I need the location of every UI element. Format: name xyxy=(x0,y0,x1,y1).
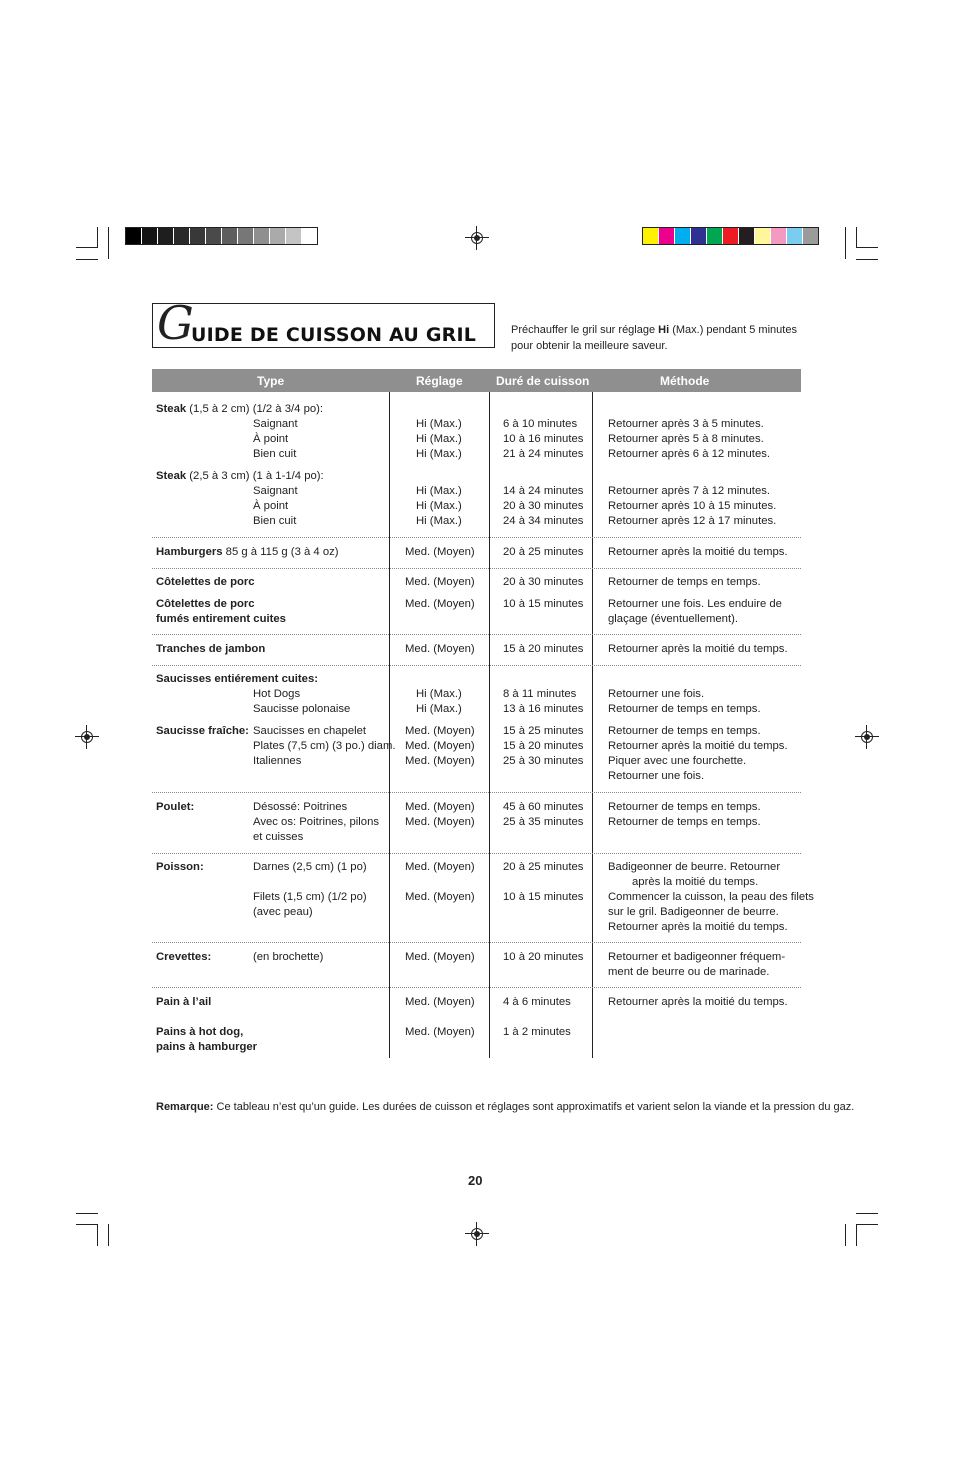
gray-swatch xyxy=(286,228,302,244)
color-swatch xyxy=(659,228,675,244)
gray-swatch xyxy=(206,228,222,244)
color-swatch xyxy=(755,228,771,244)
title-text: UIDE DE CUISSON AU GRIL xyxy=(191,324,477,346)
header-duration: Duré de cuisson xyxy=(496,374,590,388)
remark-note: Remarque: Ce tableau n’est qu’un guide. Les durées de cuisson et réglages sont approximatifs et varient selon la viande et la pression du gaz. xyxy=(156,1101,855,1113)
page-number: 20 xyxy=(468,1173,483,1188)
page-title xyxy=(152,296,495,350)
color-swatch xyxy=(771,228,787,244)
column-divider xyxy=(489,392,490,1058)
registration-mark-left-icon xyxy=(79,729,95,745)
row-separator xyxy=(152,987,801,988)
color-swatch xyxy=(675,228,691,244)
color-swatch xyxy=(691,228,707,244)
row-separator xyxy=(152,634,801,635)
gray-swatch xyxy=(222,228,238,244)
gray-swatch xyxy=(126,228,142,244)
color-swatch xyxy=(739,228,755,244)
column-divider xyxy=(592,392,593,1058)
registration-mark-right-icon xyxy=(859,729,875,745)
gray-swatch xyxy=(254,228,270,244)
registration-mark-bottom-icon xyxy=(469,1226,485,1242)
color-swatch xyxy=(803,228,818,244)
header-type: Type xyxy=(257,374,285,388)
gray-swatch xyxy=(270,228,286,244)
color-swatch xyxy=(707,228,723,244)
row-separator xyxy=(152,568,801,569)
gray-swatch xyxy=(190,228,206,244)
row-separator xyxy=(152,853,801,854)
header-setting: Réglage xyxy=(416,374,463,388)
color-swatch xyxy=(723,228,739,244)
gray-swatch xyxy=(238,228,254,244)
header-method: Méthode xyxy=(660,374,710,388)
gray-calibration-strip xyxy=(125,227,318,245)
row-separator xyxy=(152,942,801,943)
gray-swatch xyxy=(302,228,317,244)
gray-swatch xyxy=(174,228,190,244)
color-swatch xyxy=(787,228,803,244)
row-separator xyxy=(152,537,801,538)
row-separator xyxy=(152,792,801,793)
registration-mark-top-icon xyxy=(469,230,485,246)
row-separator xyxy=(152,665,801,666)
intro-text: Préchauffer le gril sur réglage Hi (Max.) pendant 5 minutes pour obtenir la meilleure saveur. xyxy=(511,324,797,352)
color-calibration-strip xyxy=(642,227,819,245)
title-initial: G xyxy=(157,296,194,350)
gray-swatch xyxy=(142,228,158,244)
column-divider xyxy=(389,392,390,1058)
table-header xyxy=(152,369,801,392)
gray-swatch xyxy=(158,228,174,244)
color-swatch xyxy=(643,228,659,244)
